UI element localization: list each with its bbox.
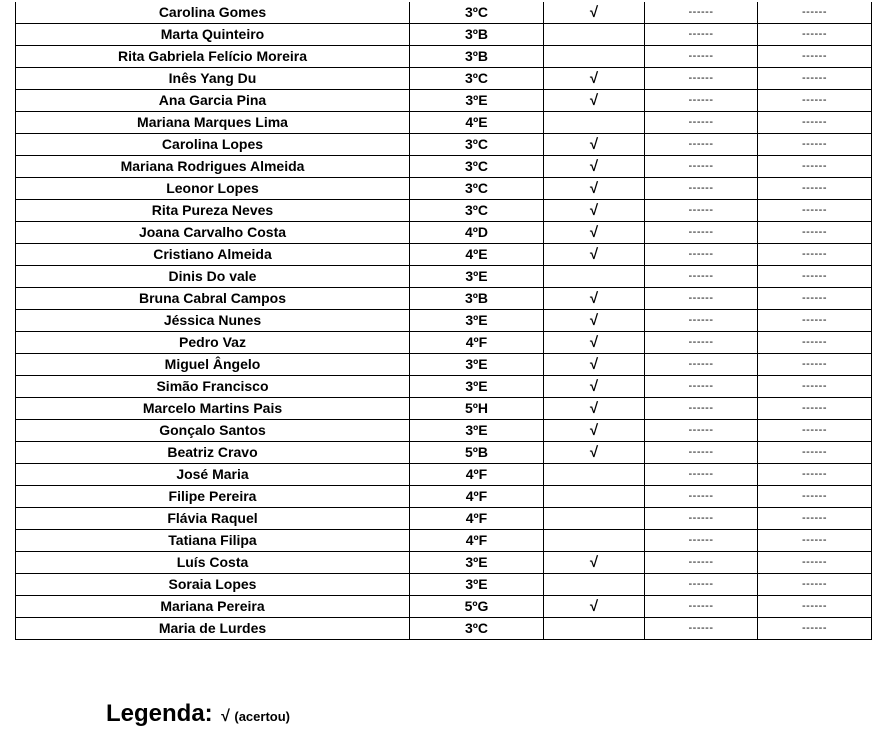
check-cell	[544, 266, 645, 288]
student-name-cell: Joana Carvalho Costa	[16, 222, 410, 244]
dash-cell: ------	[645, 530, 758, 552]
class-cell: 5ºH	[410, 398, 544, 420]
dash-cell: ------	[645, 112, 758, 134]
student-name-cell: Tatiana Filipa	[16, 530, 410, 552]
check-cell: √	[544, 596, 645, 618]
student-name-cell: Simão Francisco	[16, 376, 410, 398]
dash-cell: ------	[758, 486, 872, 508]
table-row	[16, 508, 872, 530]
check-cell: √	[544, 68, 645, 90]
check-cell: √	[544, 288, 645, 310]
class-cell: 3ºB	[410, 46, 544, 68]
class-cell: 4ºE	[410, 112, 544, 134]
check-cell	[544, 464, 645, 486]
dash-cell: ------	[758, 508, 872, 530]
table-row	[16, 244, 872, 266]
class-cell: 3ºE	[410, 354, 544, 376]
student-name-cell: Mariana Pereira	[16, 596, 410, 618]
table-row	[16, 574, 872, 596]
dash-cell: ------	[645, 24, 758, 46]
check-cell: √	[544, 222, 645, 244]
table-row	[16, 266, 872, 288]
student-name-cell: Marcelo Martins Pais	[16, 398, 410, 420]
table-row	[16, 596, 872, 618]
check-cell: √	[544, 2, 645, 24]
class-cell: 3ºE	[410, 552, 544, 574]
table-row	[16, 420, 872, 442]
class-cell: 4ºF	[410, 530, 544, 552]
class-cell: 3ºE	[410, 574, 544, 596]
dash-cell: ------	[645, 398, 758, 420]
table-row	[16, 156, 872, 178]
dash-cell: ------	[758, 266, 872, 288]
dash-cell: ------	[645, 134, 758, 156]
class-cell: 3ºB	[410, 288, 544, 310]
dash-cell: ------	[645, 354, 758, 376]
check-cell: √	[544, 420, 645, 442]
dash-cell: ------	[645, 442, 758, 464]
dash-cell: ------	[758, 134, 872, 156]
student-name-cell: Marta Quinteiro	[16, 24, 410, 46]
table-row	[16, 288, 872, 310]
class-cell: 3ºC	[410, 134, 544, 156]
class-cell: 4ºD	[410, 222, 544, 244]
table-row	[16, 46, 872, 68]
check-mark-icon: √	[221, 708, 230, 725]
student-name-cell: Filipe Pereira	[16, 486, 410, 508]
check-cell: √	[544, 552, 645, 574]
dash-cell: ------	[758, 464, 872, 486]
class-cell: 4ºF	[410, 332, 544, 354]
table-row	[16, 354, 872, 376]
table-row	[16, 222, 872, 244]
check-cell: √	[544, 178, 645, 200]
check-cell: √	[544, 156, 645, 178]
table-row	[16, 90, 872, 112]
student-name-cell: Flávia Raquel	[16, 508, 410, 530]
class-cell: 3ºE	[410, 376, 544, 398]
student-name-cell: Leonor Lopes	[16, 178, 410, 200]
table-row	[16, 112, 872, 134]
class-cell: 3ºB	[410, 24, 544, 46]
check-cell: √	[544, 244, 645, 266]
check-cell	[544, 112, 645, 134]
class-cell: 3ºC	[410, 68, 544, 90]
class-cell: 3ºC	[410, 200, 544, 222]
dash-cell: ------	[758, 178, 872, 200]
table-row	[16, 376, 872, 398]
check-cell: √	[544, 332, 645, 354]
student-name-cell: Beatriz Cravo	[16, 442, 410, 464]
table-row	[16, 2, 872, 24]
dash-cell: ------	[758, 112, 872, 134]
dash-cell: ------	[758, 24, 872, 46]
dash-cell: ------	[645, 68, 758, 90]
dash-cell: ------	[758, 156, 872, 178]
dash-cell: ------	[645, 486, 758, 508]
dash-cell: ------	[645, 376, 758, 398]
table-row	[16, 398, 872, 420]
dash-cell: ------	[758, 288, 872, 310]
student-name-cell: Maria de Lurdes	[16, 618, 410, 640]
table-row	[16, 134, 872, 156]
check-cell: √	[544, 354, 645, 376]
dash-cell: ------	[758, 310, 872, 332]
class-cell: 3ºC	[410, 156, 544, 178]
dash-cell: ------	[645, 574, 758, 596]
dash-cell: ------	[758, 596, 872, 618]
table-row	[16, 200, 872, 222]
class-cell: 3ºC	[410, 178, 544, 200]
dash-cell: ------	[758, 420, 872, 442]
dash-cell: ------	[645, 178, 758, 200]
class-cell: 3ºE	[410, 266, 544, 288]
check-cell	[544, 508, 645, 530]
table-row	[16, 552, 872, 574]
check-cell: √	[544, 376, 645, 398]
dash-cell: ------	[758, 552, 872, 574]
check-cell: √	[544, 200, 645, 222]
class-cell: 3ºC	[410, 2, 544, 24]
dash-cell: ------	[645, 464, 758, 486]
check-cell	[544, 486, 645, 508]
dash-cell: ------	[645, 90, 758, 112]
table-row	[16, 442, 872, 464]
student-name-cell: Inês Yang Du	[16, 68, 410, 90]
table-row	[16, 178, 872, 200]
student-name-cell: Gonçalo Santos	[16, 420, 410, 442]
student-name-cell: Carolina Gomes	[16, 2, 410, 24]
dash-cell: ------	[645, 420, 758, 442]
dash-cell: ------	[758, 354, 872, 376]
dash-cell: ------	[645, 596, 758, 618]
dash-cell: ------	[645, 222, 758, 244]
student-name-cell: Cristiano Almeida	[16, 244, 410, 266]
student-name-cell: Bruna Cabral Campos	[16, 288, 410, 310]
table-row	[16, 24, 872, 46]
student-name-cell: Dinis Do vale	[16, 266, 410, 288]
class-cell: 4ºF	[410, 486, 544, 508]
student-name-cell: Soraia Lopes	[16, 574, 410, 596]
dash-cell: ------	[645, 266, 758, 288]
check-cell	[544, 574, 645, 596]
student-name-cell: Luís Costa	[16, 552, 410, 574]
dash-cell: ------	[645, 310, 758, 332]
dash-cell: ------	[645, 200, 758, 222]
dash-cell: ------	[758, 398, 872, 420]
student-name-cell: Carolina Lopes	[16, 134, 410, 156]
student-name-cell: Mariana Marques Lima	[16, 112, 410, 134]
class-cell: 4ºF	[410, 508, 544, 530]
check-cell: √	[544, 134, 645, 156]
class-cell: 3ºE	[410, 90, 544, 112]
legend-title: Legenda:	[106, 700, 213, 727]
dash-cell: ------	[645, 508, 758, 530]
check-cell: √	[544, 442, 645, 464]
dash-cell: ------	[758, 2, 872, 24]
class-cell: 4ºE	[410, 244, 544, 266]
class-cell: 3ºE	[410, 420, 544, 442]
dash-cell: ------	[758, 618, 872, 640]
dash-cell: ------	[645, 332, 758, 354]
table-row	[16, 310, 872, 332]
dash-cell: ------	[645, 552, 758, 574]
table-row	[16, 332, 872, 354]
dash-cell: ------	[758, 46, 872, 68]
dash-cell: ------	[645, 156, 758, 178]
dash-cell: ------	[758, 90, 872, 112]
dash-cell: ------	[645, 2, 758, 24]
dash-cell: ------	[758, 574, 872, 596]
results-table-body	[16, 2, 872, 640]
class-cell: 4ºF	[410, 464, 544, 486]
check-cell: √	[544, 90, 645, 112]
table-row	[16, 618, 872, 640]
student-name-cell: Jéssica Nunes	[16, 310, 410, 332]
dash-cell: ------	[758, 200, 872, 222]
dash-cell: ------	[645, 288, 758, 310]
class-cell: 5ºB	[410, 442, 544, 464]
table-row	[16, 486, 872, 508]
dash-cell: ------	[645, 244, 758, 266]
check-cell: √	[544, 310, 645, 332]
table-row	[16, 530, 872, 552]
table-row	[16, 68, 872, 90]
dash-cell: ------	[758, 222, 872, 244]
legend-description: (acertou)	[234, 709, 290, 724]
check-cell	[544, 46, 645, 68]
student-name-cell: Mariana Rodrigues Almeida	[16, 156, 410, 178]
check-cell	[544, 618, 645, 640]
legend	[106, 700, 290, 728]
check-cell: √	[544, 398, 645, 420]
student-name-cell: José Maria	[16, 464, 410, 486]
dash-cell: ------	[758, 68, 872, 90]
student-name-cell: Pedro Vaz	[16, 332, 410, 354]
dash-cell: ------	[758, 442, 872, 464]
dash-cell: ------	[645, 46, 758, 68]
dash-cell: ------	[758, 244, 872, 266]
dash-cell: ------	[758, 332, 872, 354]
dash-cell: ------	[645, 618, 758, 640]
dash-cell: ------	[758, 530, 872, 552]
dash-cell: ------	[758, 376, 872, 398]
check-cell	[544, 530, 645, 552]
student-name-cell: Ana Garcia Pina	[16, 90, 410, 112]
table-row	[16, 464, 872, 486]
results-table	[15, 2, 872, 640]
check-cell	[544, 24, 645, 46]
class-cell: 5ºG	[410, 596, 544, 618]
class-cell: 3ºC	[410, 618, 544, 640]
student-name-cell: Miguel Ângelo	[16, 354, 410, 376]
student-name-cell: Rita Gabriela Felício Moreira	[16, 46, 410, 68]
student-name-cell: Rita Pureza Neves	[16, 200, 410, 222]
class-cell: 3ºE	[410, 310, 544, 332]
